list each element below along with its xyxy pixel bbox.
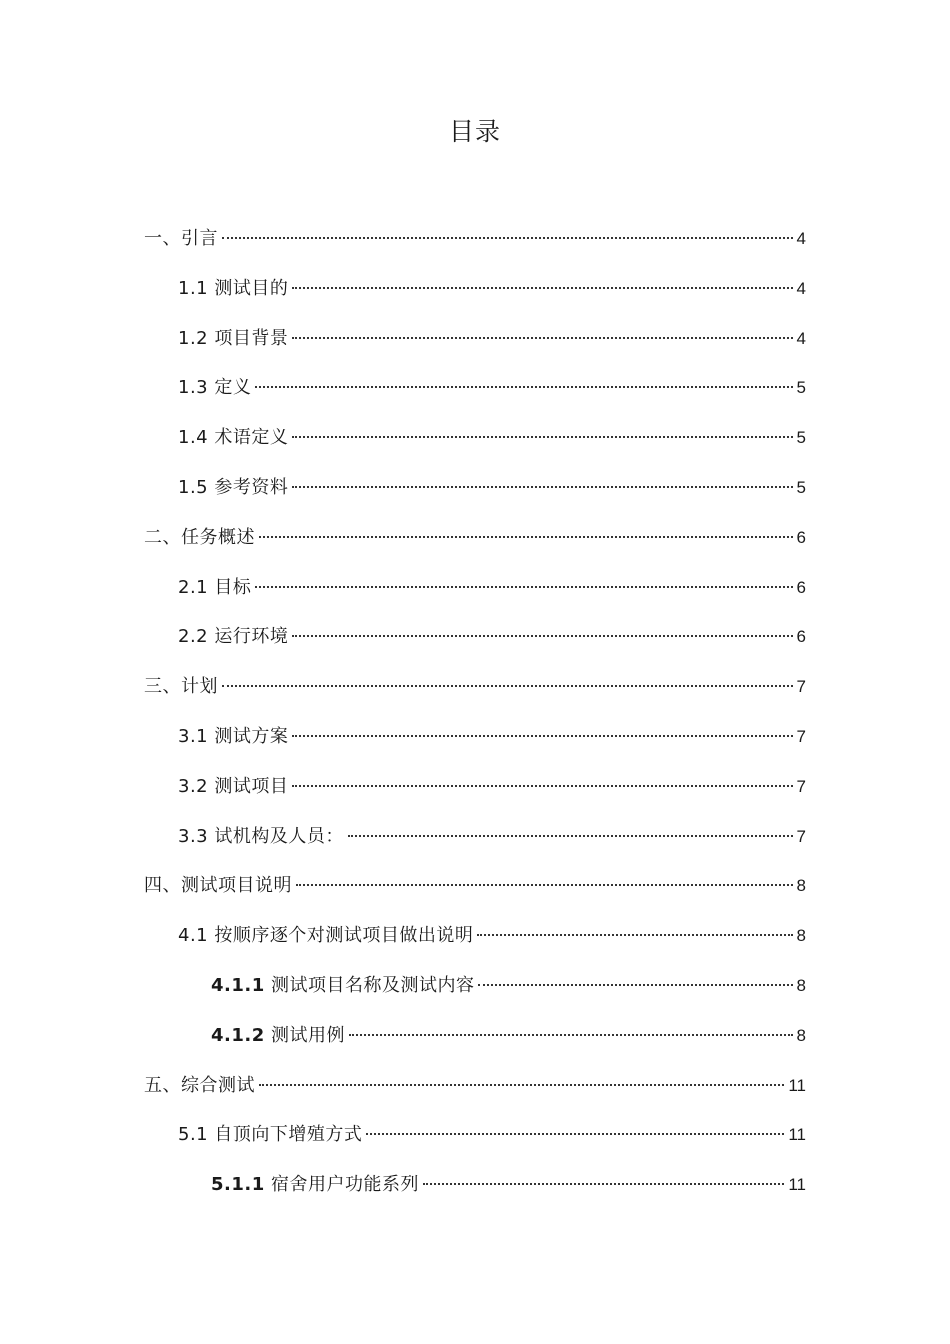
toc-entry-label: 3.1 测试方案	[178, 726, 289, 747]
toc-dot-leader	[366, 1133, 784, 1135]
toc-dot-leader	[292, 287, 792, 289]
toc-dot-leader	[292, 436, 792, 438]
toc-page-number: 7	[796, 677, 806, 697]
toc-entry[interactable]	[178, 324, 806, 354]
toc-dot-leader	[477, 934, 792, 936]
toc-page-number: 8	[796, 876, 806, 896]
toc-entry[interactable]	[178, 473, 806, 503]
toc-entry-label: 4.1.2 测试用例	[211, 1024, 345, 1046]
toc-entry[interactable]	[178, 822, 806, 852]
toc-page-number: 8	[796, 976, 806, 995]
toc-dot-leader	[255, 386, 792, 388]
toc-entry[interactable]	[178, 1120, 806, 1150]
toc-page-number: 6	[796, 527, 806, 547]
toc-entry-label: 四、测试项目说明	[144, 875, 292, 897]
toc-page-number: 7	[796, 826, 806, 846]
toc-entry-label: 1.5 参考资料	[178, 477, 289, 498]
toc-dot-leader	[292, 785, 792, 787]
toc-page-number: 11	[788, 1075, 806, 1095]
toc-page-number: 8	[796, 1025, 806, 1045]
toc-entry-label: 1.1 测试目的	[178, 277, 289, 299]
toc-dot-leader	[259, 536, 793, 538]
toc-entry[interactable]	[211, 1170, 806, 1200]
toc-entry-label: 5.1.1 宿舍用户功能系列	[211, 1174, 419, 1196]
toc-dot-leader	[292, 486, 792, 488]
toc-entry-label: 5.1 自顶向下增殖方式	[178, 1124, 363, 1146]
toc-page-number: 8	[796, 926, 806, 946]
toc-page-number: 5	[796, 478, 806, 497]
toc-entry-label: 3.3 试机构及人员：	[178, 825, 344, 847]
toc-page-number: 4	[796, 229, 806, 248]
toc-dot-leader	[292, 337, 792, 339]
toc-dot-leader	[348, 835, 793, 837]
toc-entry[interactable]	[178, 274, 806, 304]
toc-entry[interactable]	[144, 672, 806, 702]
toc-dot-leader	[255, 586, 792, 588]
toc-page-number: 5	[796, 428, 806, 448]
toc-dot-leader	[349, 1034, 793, 1036]
toc-dot-leader	[423, 1183, 784, 1185]
toc-title: 目录	[448, 117, 501, 146]
toc-entry[interactable]	[211, 1021, 806, 1051]
toc-entry[interactable]	[178, 423, 806, 453]
toc-entry-label: 五、综合测试	[144, 1074, 255, 1096]
toc-entry[interactable]	[144, 1071, 806, 1101]
toc-dot-leader	[292, 735, 792, 737]
toc-entry-label: 2.2 运行环境	[178, 626, 289, 648]
toc-dot-leader	[222, 237, 793, 239]
toc-entry[interactable]	[144, 523, 806, 553]
toc-entry[interactable]	[178, 921, 806, 951]
toc-page-number: 7	[796, 776, 806, 796]
toc-entry-label: 2.1 目标	[178, 576, 252, 598]
toc-entry-label: 一、引言	[144, 228, 218, 249]
toc-entry-label: 3.2 测试项目	[178, 775, 289, 797]
toc-page-number: 6	[796, 577, 806, 597]
toc-page-number: 4	[796, 328, 806, 348]
toc-entry-label: 二、任务概述	[144, 526, 255, 548]
toc-entry[interactable]	[178, 622, 806, 652]
toc-page-number: 11	[788, 1125, 806, 1145]
toc-page-number: 11	[788, 1175, 806, 1195]
toc-dot-leader	[259, 1084, 784, 1086]
toc-entry[interactable]	[144, 224, 806, 254]
toc-entry[interactable]	[178, 722, 806, 752]
toc-entry[interactable]	[178, 373, 806, 403]
toc-dot-leader	[296, 884, 793, 886]
toc-dot-leader	[292, 635, 792, 637]
toc-page-number: 7	[796, 727, 806, 746]
toc-dot-leader	[478, 984, 792, 986]
toc-entry-label: 三、计划	[144, 676, 218, 698]
toc-page-number: 4	[796, 278, 806, 298]
toc-entry-label: 1.2 项目背景	[178, 327, 289, 349]
toc-entry[interactable]	[178, 772, 806, 802]
toc-dot-leader	[222, 685, 793, 687]
toc-page-number: 6	[796, 627, 806, 647]
toc-entry-label: 4.1 按顺序逐个对测试项目做出说明	[178, 925, 474, 947]
toc-entry[interactable]	[144, 871, 806, 901]
toc-entry-label: 1.4 术语定义	[178, 427, 289, 449]
toc-entry[interactable]	[178, 573, 806, 603]
toc-entry[interactable]	[211, 971, 806, 1001]
toc-entry-label: 4.1.1 测试项目名称及测试内容	[211, 975, 475, 996]
toc-entry-label: 1.3 定义	[178, 377, 252, 399]
toc-page-number: 5	[796, 378, 806, 398]
